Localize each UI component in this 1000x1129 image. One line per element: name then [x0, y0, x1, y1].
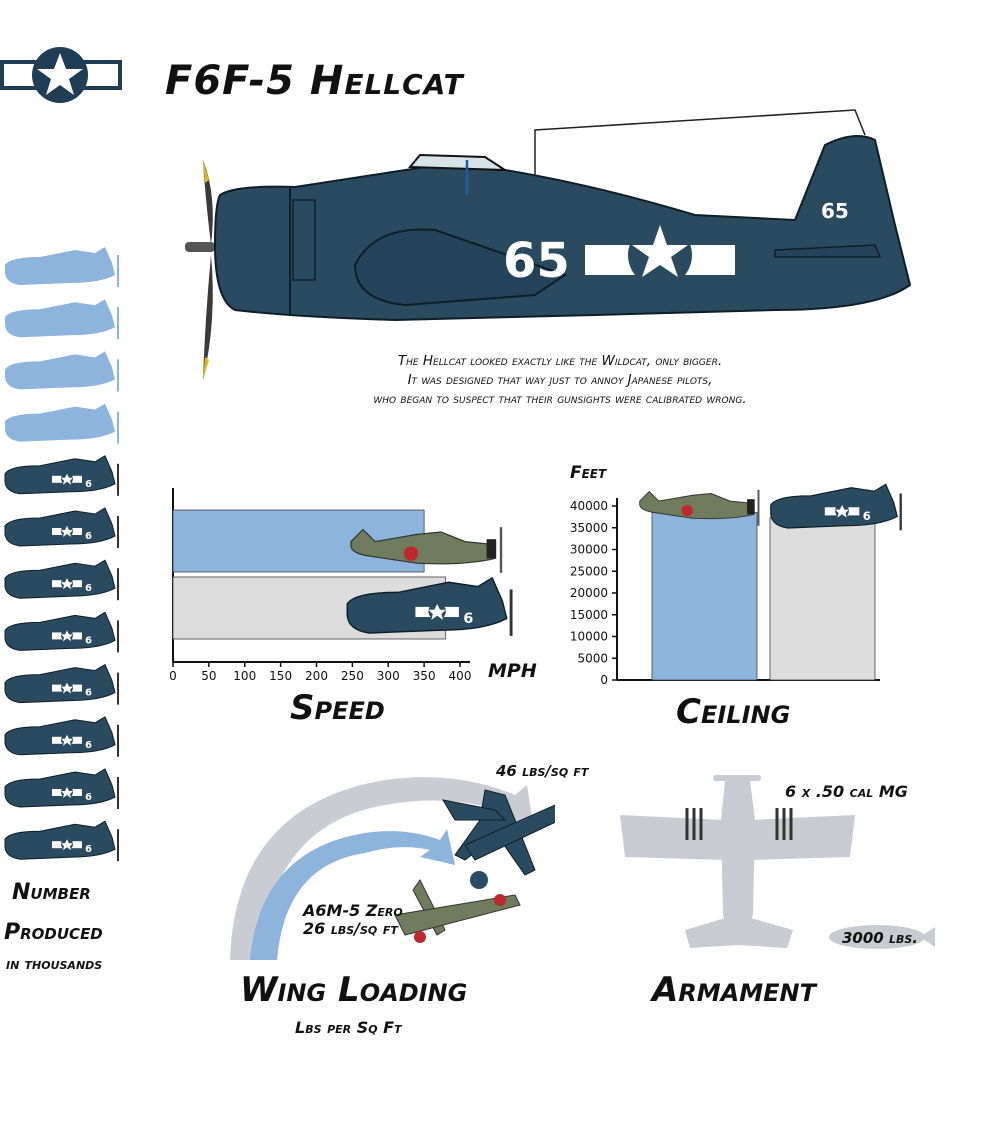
icon-number: 6	[85, 844, 92, 856]
zero-wing-loading-label: 26 lbs/sq ft	[303, 919, 398, 938]
produced-icon-light	[5, 351, 118, 391]
produced-icon-light	[5, 404, 118, 444]
zero-name-label: A6M-5 Zero	[303, 901, 403, 920]
speed-title: Speed	[290, 688, 385, 728]
speed-tick-label: 350	[412, 669, 436, 683]
caption	[250, 352, 870, 409]
tail-number: 65	[821, 199, 849, 223]
ceiling-title: Ceiling	[676, 692, 791, 732]
produced-icon-dark	[5, 456, 118, 496]
ceiling-tick-label: 20000	[569, 586, 608, 600]
ceiling-tick-label: 30000	[569, 542, 608, 557]
hellcat-ceiling-icon	[771, 484, 901, 530]
us-roundel-icon	[0, 45, 122, 105]
caption-line-2: It was designed that way just to annoy Japanese pilots,	[407, 372, 713, 388]
speed-tick-label: 300	[376, 669, 400, 683]
speed-unit-label: MPH	[488, 660, 537, 682]
icon-number: 6	[85, 635, 92, 647]
icon-number: 6	[85, 531, 92, 542]
speed-tick-label: 400	[448, 669, 472, 683]
icon-number: 6	[85, 478, 92, 490]
ceiling-bar	[770, 518, 875, 680]
ceiling-tick-label: 25000	[569, 564, 608, 579]
produced-icon-dark	[5, 769, 118, 809]
ceiling-tick-label: 35000	[569, 520, 608, 535]
zero-top-icon	[395, 880, 520, 943]
ceiling-tick-label: 15000	[569, 607, 608, 622]
produced-icon-dark	[5, 665, 118, 705]
produced-icon-dark	[5, 612, 118, 652]
number-produced-icons	[0, 245, 125, 865]
icon-number: 6	[85, 792, 92, 803]
speed-tick-label: 150	[269, 669, 293, 683]
caption-line-1: The Hellcat looked exactly like the Wildcat, only bigger.	[397, 353, 723, 369]
number-label: Number	[12, 880, 91, 905]
speed-tick-label: 200	[305, 669, 328, 683]
hellcat-top-icon	[443, 790, 555, 889]
in-thousands-label: in thousands	[6, 955, 103, 973]
produced-icon-dark	[5, 821, 118, 861]
produced-icon-dark	[5, 560, 118, 600]
produced-label: Produced	[4, 920, 103, 945]
ceiling-tick-label: 0	[600, 673, 608, 687]
icon-number: 6	[85, 687, 92, 699]
ceiling-bar	[652, 513, 757, 680]
ceiling-axis-label: Feet	[570, 463, 607, 483]
fuselage-number: 65	[503, 233, 570, 289]
ceiling-tick-label: 10000	[569, 629, 608, 644]
wing-loading-subtitle: Lbs per Sq Ft	[295, 1018, 402, 1037]
speed-tick-label: 50	[201, 669, 217, 683]
ceiling-tick-label: 40000	[569, 499, 608, 513]
produced-icon-light	[5, 299, 118, 339]
speed-tick-label: 250	[340, 669, 364, 683]
speed-tick-label: 100	[233, 669, 257, 683]
produced-icon-light	[5, 247, 118, 287]
caption-line-3: who began to suspect that their gunsights were calibrated wrong.	[373, 391, 747, 407]
wing-loading-title: Wing Loading	[240, 970, 468, 1010]
ceiling-chart	[560, 480, 920, 695]
icon-number: 6	[862, 508, 871, 523]
icon-number: 6	[85, 583, 92, 595]
speed-tick-label: 0	[169, 669, 177, 683]
ceiling-tick-label: 5000	[577, 651, 608, 666]
produced-icon-dark	[5, 717, 118, 757]
hellcat-wing-loading-label: 46 lbs/sq ft	[496, 762, 589, 780]
guns-label: 6 x .50 cal MG	[785, 782, 908, 801]
page-title: F6F-5 Hellcat	[165, 58, 464, 104]
armament-title: Armament	[652, 970, 816, 1010]
hellcat-side-view	[175, 105, 920, 390]
bomb-load-label: 3000 lbs.	[842, 929, 918, 947]
icon-number: 6	[85, 739, 92, 751]
produced-icon-dark	[5, 508, 118, 548]
icon-number: 6	[463, 610, 474, 627]
